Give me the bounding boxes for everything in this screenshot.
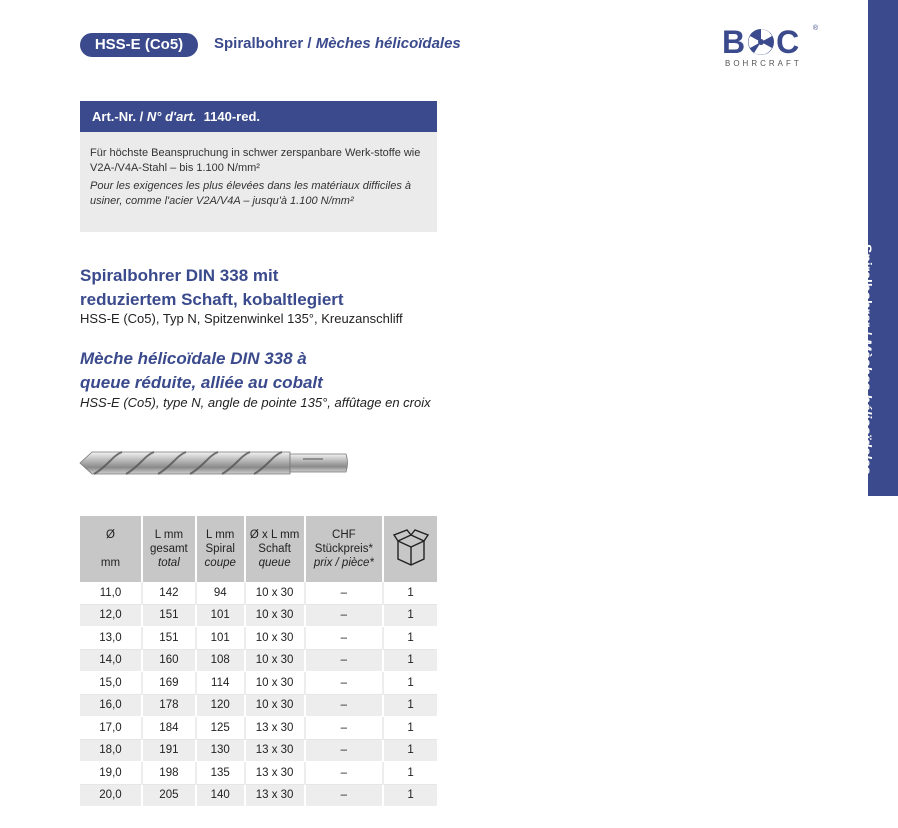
cell-diameter: 11,0: [80, 582, 142, 604]
cell-total-length: 178: [142, 694, 196, 717]
cell-spiral-length: 94: [196, 582, 245, 604]
page-header-title: [214, 35, 461, 52]
cell-spiral-length: 114: [196, 672, 245, 695]
cell-price: –: [305, 582, 384, 604]
product-title-fr-line1: Mèche hélicoïdale DIN 338 à: [80, 349, 307, 368]
cell-quantity: 1: [383, 582, 437, 604]
cell-shank: 10 x 30: [245, 649, 305, 672]
header-diameter: Ø mm: [80, 516, 142, 582]
logo-subtitle: BOHRCRAFT: [725, 59, 802, 68]
cell-shank: 13 x 30: [245, 784, 305, 807]
product-title-de: [80, 264, 480, 312]
table-row: [80, 604, 437, 627]
table-row: [80, 694, 437, 717]
cell-diameter: 19,0: [80, 762, 142, 785]
cell-shank: 10 x 30: [245, 694, 305, 717]
table-header-row: [80, 516, 437, 582]
cell-shank: 13 x 30: [245, 739, 305, 762]
product-subtitle-fr: HSS-E (Co5), type N, angle de pointe 135°, affûtage en croix: [80, 395, 431, 410]
cell-total-length: 191: [142, 739, 196, 762]
header-title-de: Spiralbohrer /: [214, 35, 312, 52]
cell-price: –: [305, 694, 384, 717]
product-subtitle-de: HSS-E (Co5), Typ N, Spitzenwinkel 135°, Kreuzanschliff: [80, 311, 403, 326]
cell-shank: 10 x 30: [245, 627, 305, 650]
table-row: [80, 582, 437, 604]
cell-quantity: 1: [383, 784, 437, 807]
cell-total-length: 151: [142, 627, 196, 650]
cell-quantity: 1: [383, 762, 437, 785]
table-row: [80, 717, 437, 740]
header-shank: Ø x L mm Schaft queue: [245, 516, 305, 582]
cell-price: –: [305, 672, 384, 695]
logo-letters: [722, 25, 822, 59]
cell-spiral-length: 130: [196, 739, 245, 762]
cell-diameter: 15,0: [80, 672, 142, 695]
cell-price: –: [305, 762, 384, 785]
cell-quantity: 1: [383, 694, 437, 717]
article-number: 1140-red.: [203, 109, 260, 124]
package-box-icon: [392, 527, 430, 567]
article-label-de: Art.-Nr. /: [92, 109, 144, 124]
table-row: [80, 672, 437, 695]
cell-shank: 10 x 30: [245, 582, 305, 604]
bohrcraft-logo: [722, 25, 822, 73]
cell-total-length: 151: [142, 604, 196, 627]
table-row: [80, 739, 437, 762]
cell-shank: 13 x 30: [245, 717, 305, 740]
cell-price: –: [305, 627, 384, 650]
cell-price: –: [305, 717, 384, 740]
logo-letter-b: B: [722, 24, 747, 60]
side-tab-label: [859, 244, 875, 474]
product-title-de-line2: reduziertem Schaft, kobaltlegiert: [80, 290, 344, 309]
cell-quantity: 1: [383, 672, 437, 695]
cell-price: –: [305, 604, 384, 627]
header-title-fr: Mèches hélicoïdales: [315, 35, 461, 52]
specification-table: [80, 516, 437, 807]
cell-diameter: 18,0: [80, 739, 142, 762]
product-title-de-line1: Spiralbohrer DIN 338 mit: [80, 266, 279, 285]
cell-shank: 10 x 30: [245, 604, 305, 627]
cell-spiral-length: 101: [196, 627, 245, 650]
cell-spiral-length: 108: [196, 649, 245, 672]
cell-diameter: 14,0: [80, 649, 142, 672]
cell-total-length: 205: [142, 784, 196, 807]
cell-diameter: 12,0: [80, 604, 142, 627]
cell-quantity: 1: [383, 717, 437, 740]
cell-price: –: [305, 784, 384, 807]
logo-letter-c: C: [776, 24, 801, 60]
cell-diameter: 13,0: [80, 627, 142, 650]
cell-total-length: 142: [142, 582, 196, 604]
cell-total-length: 184: [142, 717, 196, 740]
article-number-bar: [80, 101, 437, 132]
cell-diameter: 16,0: [80, 694, 142, 717]
cell-shank: 13 x 30: [245, 762, 305, 785]
table-row: [80, 762, 437, 785]
cell-total-length: 198: [142, 762, 196, 785]
article-description-fr: Pour les exigences les plus élevées dans les matériaux difficiles à usiner, comme l'acier V2A/V4A – jusqu'à 1.100 N/mm²: [90, 180, 411, 207]
cell-quantity: 1: [383, 627, 437, 650]
drill-bit-image: [78, 446, 350, 480]
side-tab-fr: Mèches hélicoïdales: [859, 338, 875, 475]
table-row: [80, 784, 437, 807]
cell-total-length: 160: [142, 649, 196, 672]
cell-quantity: 1: [383, 649, 437, 672]
registered-mark: ®: [812, 25, 818, 32]
header-package: [383, 516, 437, 582]
header-spiral-length: L mm Spiral coupe: [196, 516, 245, 582]
header-price: CHF Stückpreis* prix / pièce*: [305, 516, 384, 582]
table-row: [80, 627, 437, 650]
cell-spiral-length: 120: [196, 694, 245, 717]
header-total-length: L mm gesamt total: [142, 516, 196, 582]
cell-price: –: [305, 739, 384, 762]
cell-diameter: 17,0: [80, 717, 142, 740]
product-title-fr-line2: queue réduite, alliée au cobalt: [80, 373, 323, 392]
article-description-box: [80, 132, 437, 232]
cell-quantity: 1: [383, 604, 437, 627]
cell-spiral-length: 135: [196, 762, 245, 785]
product-title-fr: [80, 347, 480, 395]
cell-spiral-length: 140: [196, 784, 245, 807]
logo-drill-icon: [747, 28, 775, 56]
table-row: [80, 649, 437, 672]
cell-price: –: [305, 649, 384, 672]
cell-total-length: 169: [142, 672, 196, 695]
article-description-de: Für höchste Beanspruchung in schwer zerspanbare Werk-stoffe wie V2A-/V4A-Stahl – bis 1.100 N/mm²: [90, 147, 421, 174]
cell-diameter: 20,0: [80, 784, 142, 807]
cell-quantity: 1: [383, 739, 437, 762]
cell-shank: 10 x 30: [245, 672, 305, 695]
cell-spiral-length: 101: [196, 604, 245, 627]
article-label-fr: N° d'art.: [146, 109, 197, 124]
cell-spiral-length: 125: [196, 717, 245, 740]
material-badge: HSS-E (Co5): [80, 33, 198, 57]
side-tab-de: Spiralbohrer /: [859, 244, 875, 336]
